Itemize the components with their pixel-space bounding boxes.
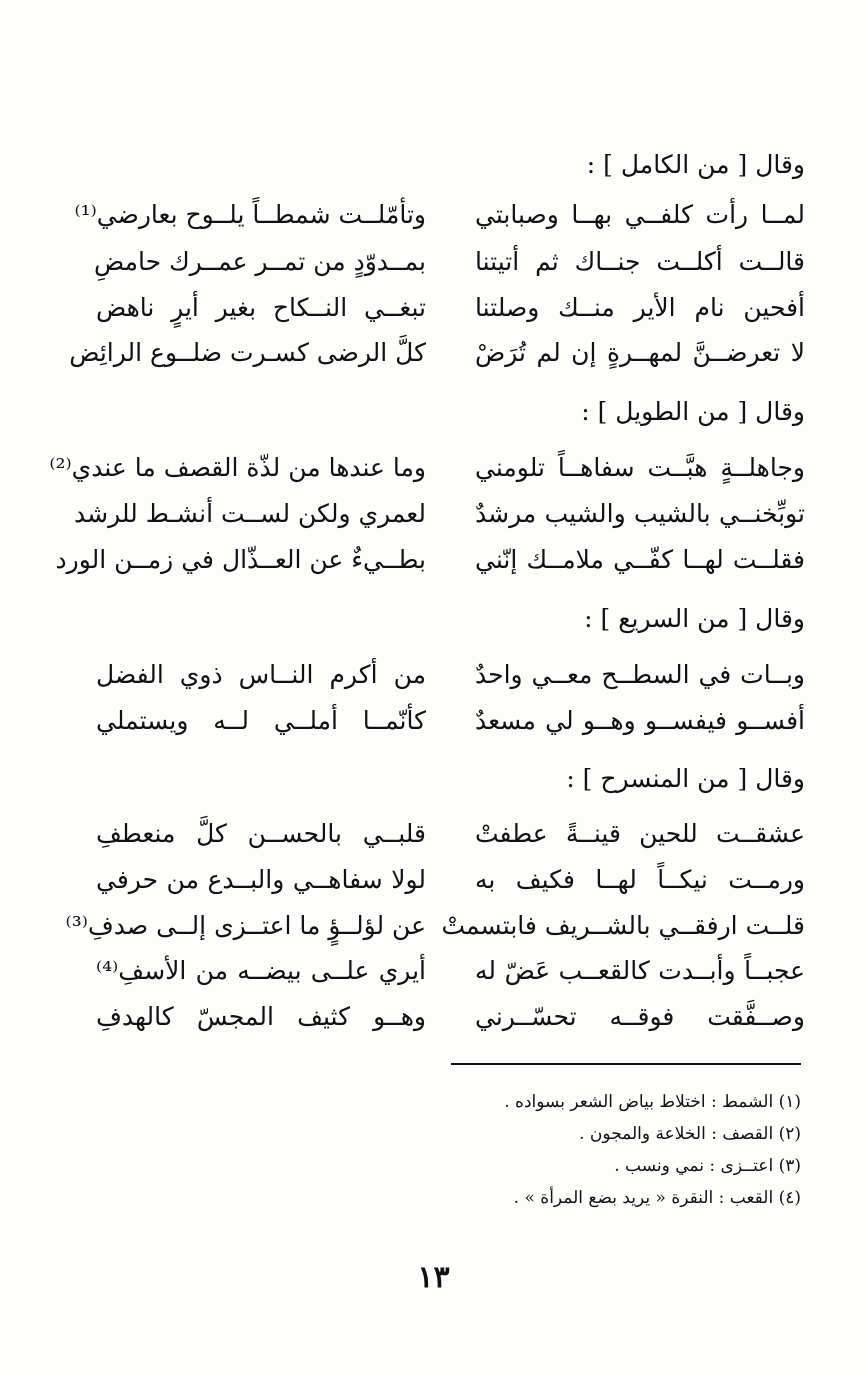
verse-line bbox=[96, 698, 805, 744]
verse-first-hemistich: قالــت أكلــت جنــاك ثم أتيتنا bbox=[475, 247, 805, 276]
verse-first-hemistich: عجبــاً وأبــدت كالقعــب عَضّ له bbox=[475, 956, 805, 985]
verse-second-hemistich: وما عندها من لذّة القصف ما عندي⁽²⁾ bbox=[49, 453, 426, 482]
verse-line bbox=[96, 285, 805, 331]
verse-second-hemistich: كأنّمــا أملــي لــه ويستملي bbox=[96, 706, 426, 735]
verse-second-hemistich: لولا سفاهــي والبــدع من حرفي bbox=[96, 865, 426, 894]
footnote-divider bbox=[451, 1063, 801, 1065]
verse-first-hemistich: وبــات في السطــح معــي واحدٌ bbox=[475, 660, 805, 689]
verse-line bbox=[74, 491, 805, 537]
poem-intro: وقال [ من الطويل ] : bbox=[581, 397, 805, 426]
verse-second-hemistich: قلبــي بالحســن كلَّ منعطفِ bbox=[96, 819, 426, 848]
verse-first-hemistich: أفســو فيفســو وهــو لي مسعدٌ bbox=[475, 706, 805, 735]
verse-first-hemistich: وجاهلــةٍ هبَّــت سفاهــاً تلومني bbox=[475, 453, 805, 482]
verse-first-hemistich: لا تعرضــنَّ لمهــرةٍ إن لم تُرَضْ bbox=[475, 338, 805, 367]
footnote: (١) الشمط : اختلاط بياض الشعر بسواده . bbox=[504, 1092, 801, 1112]
verse-second-hemistich: عن لؤلــؤٍ ما اعتــزى إلــى صدفِ⁽³⁾ bbox=[65, 911, 426, 940]
verse-second-hemistich: وهــو كثيف المجسّ كالهدفِ bbox=[96, 1002, 426, 1031]
verse-first-hemistich: أفحين نام الأير منــك وصلتنا bbox=[475, 293, 805, 322]
verse-line bbox=[96, 811, 805, 857]
verse-line bbox=[96, 239, 805, 285]
verse-line bbox=[96, 994, 805, 1040]
footnote: (٣) اعتــزى : نمي ونسب . bbox=[614, 1156, 801, 1176]
verse-second-hemistich: بمــدوّدٍ من تمــر عمــرك حامضِ bbox=[94, 247, 426, 276]
verse-second-hemistich: وتأمّلــت شمطــاً يلــوح بعارضي⁽¹⁾ bbox=[74, 200, 426, 229]
verse-second-hemistich: كلَّ الرضى كسـرت ضلــوع الرائِض bbox=[69, 338, 426, 367]
verse-line bbox=[55, 537, 805, 583]
poem-intro: وقال [ من المنسرح ] : bbox=[566, 764, 805, 793]
page-number: ١٣ bbox=[417, 1260, 450, 1295]
verse-line bbox=[49, 445, 805, 491]
verse-line bbox=[74, 192, 805, 238]
footnote: (٢) القصف : الخلاعة والمجون . bbox=[579, 1124, 801, 1144]
verse-first-hemistich: لمــا رأت كلفــي بهــا وصبابتي bbox=[475, 200, 805, 229]
verse-second-hemistich: أيري علــى بيضــه من الأسفِ⁽⁴⁾ bbox=[96, 956, 426, 985]
verse-first-hemistich: توبِّخنــي بالشيب والشيب مرشدٌ bbox=[475, 499, 805, 528]
verse-second-hemistich: بطــيءٌ عن العــذّال في زمــن الورد bbox=[55, 545, 426, 574]
poem-intro: وقال [ من السريع ] : bbox=[584, 604, 805, 633]
verse-first-hemistich: ورمــت نيكــاً لهــا فكيف به bbox=[475, 865, 805, 894]
poem-intro: وقال [ من الكامل ] : bbox=[586, 150, 805, 179]
verse-second-hemistich: تبغــي النــكاح بغير أيرٍ ناهض bbox=[96, 293, 426, 322]
verse-line bbox=[69, 330, 805, 376]
verse-second-hemistich: من أكرم النــاس ذوي الفضل bbox=[96, 660, 426, 689]
verse-first-hemistich: عشقــت للحين قينــةً عطفتْ bbox=[475, 819, 805, 848]
verse-first-hemistich: فقلــت لهــا كفّــي ملامــك إنّني bbox=[475, 545, 805, 574]
verse-second-hemistich: لعمري ولكن لســت أنشـط للرشد bbox=[74, 499, 426, 528]
verse-line bbox=[65, 903, 805, 949]
verse-line bbox=[96, 652, 805, 698]
footnote: (٤) القعب : النقرة « يريد بضع المرأة » . bbox=[513, 1188, 801, 1208]
verse-first-hemistich: قلــت ارفقــي بالشــريف فابتسمتْ bbox=[441, 911, 805, 940]
verse-line bbox=[96, 948, 805, 994]
verse-line bbox=[96, 857, 805, 903]
verse-first-hemistich: وصــفَّقت فوقــه تحسّــرني bbox=[475, 1002, 805, 1031]
